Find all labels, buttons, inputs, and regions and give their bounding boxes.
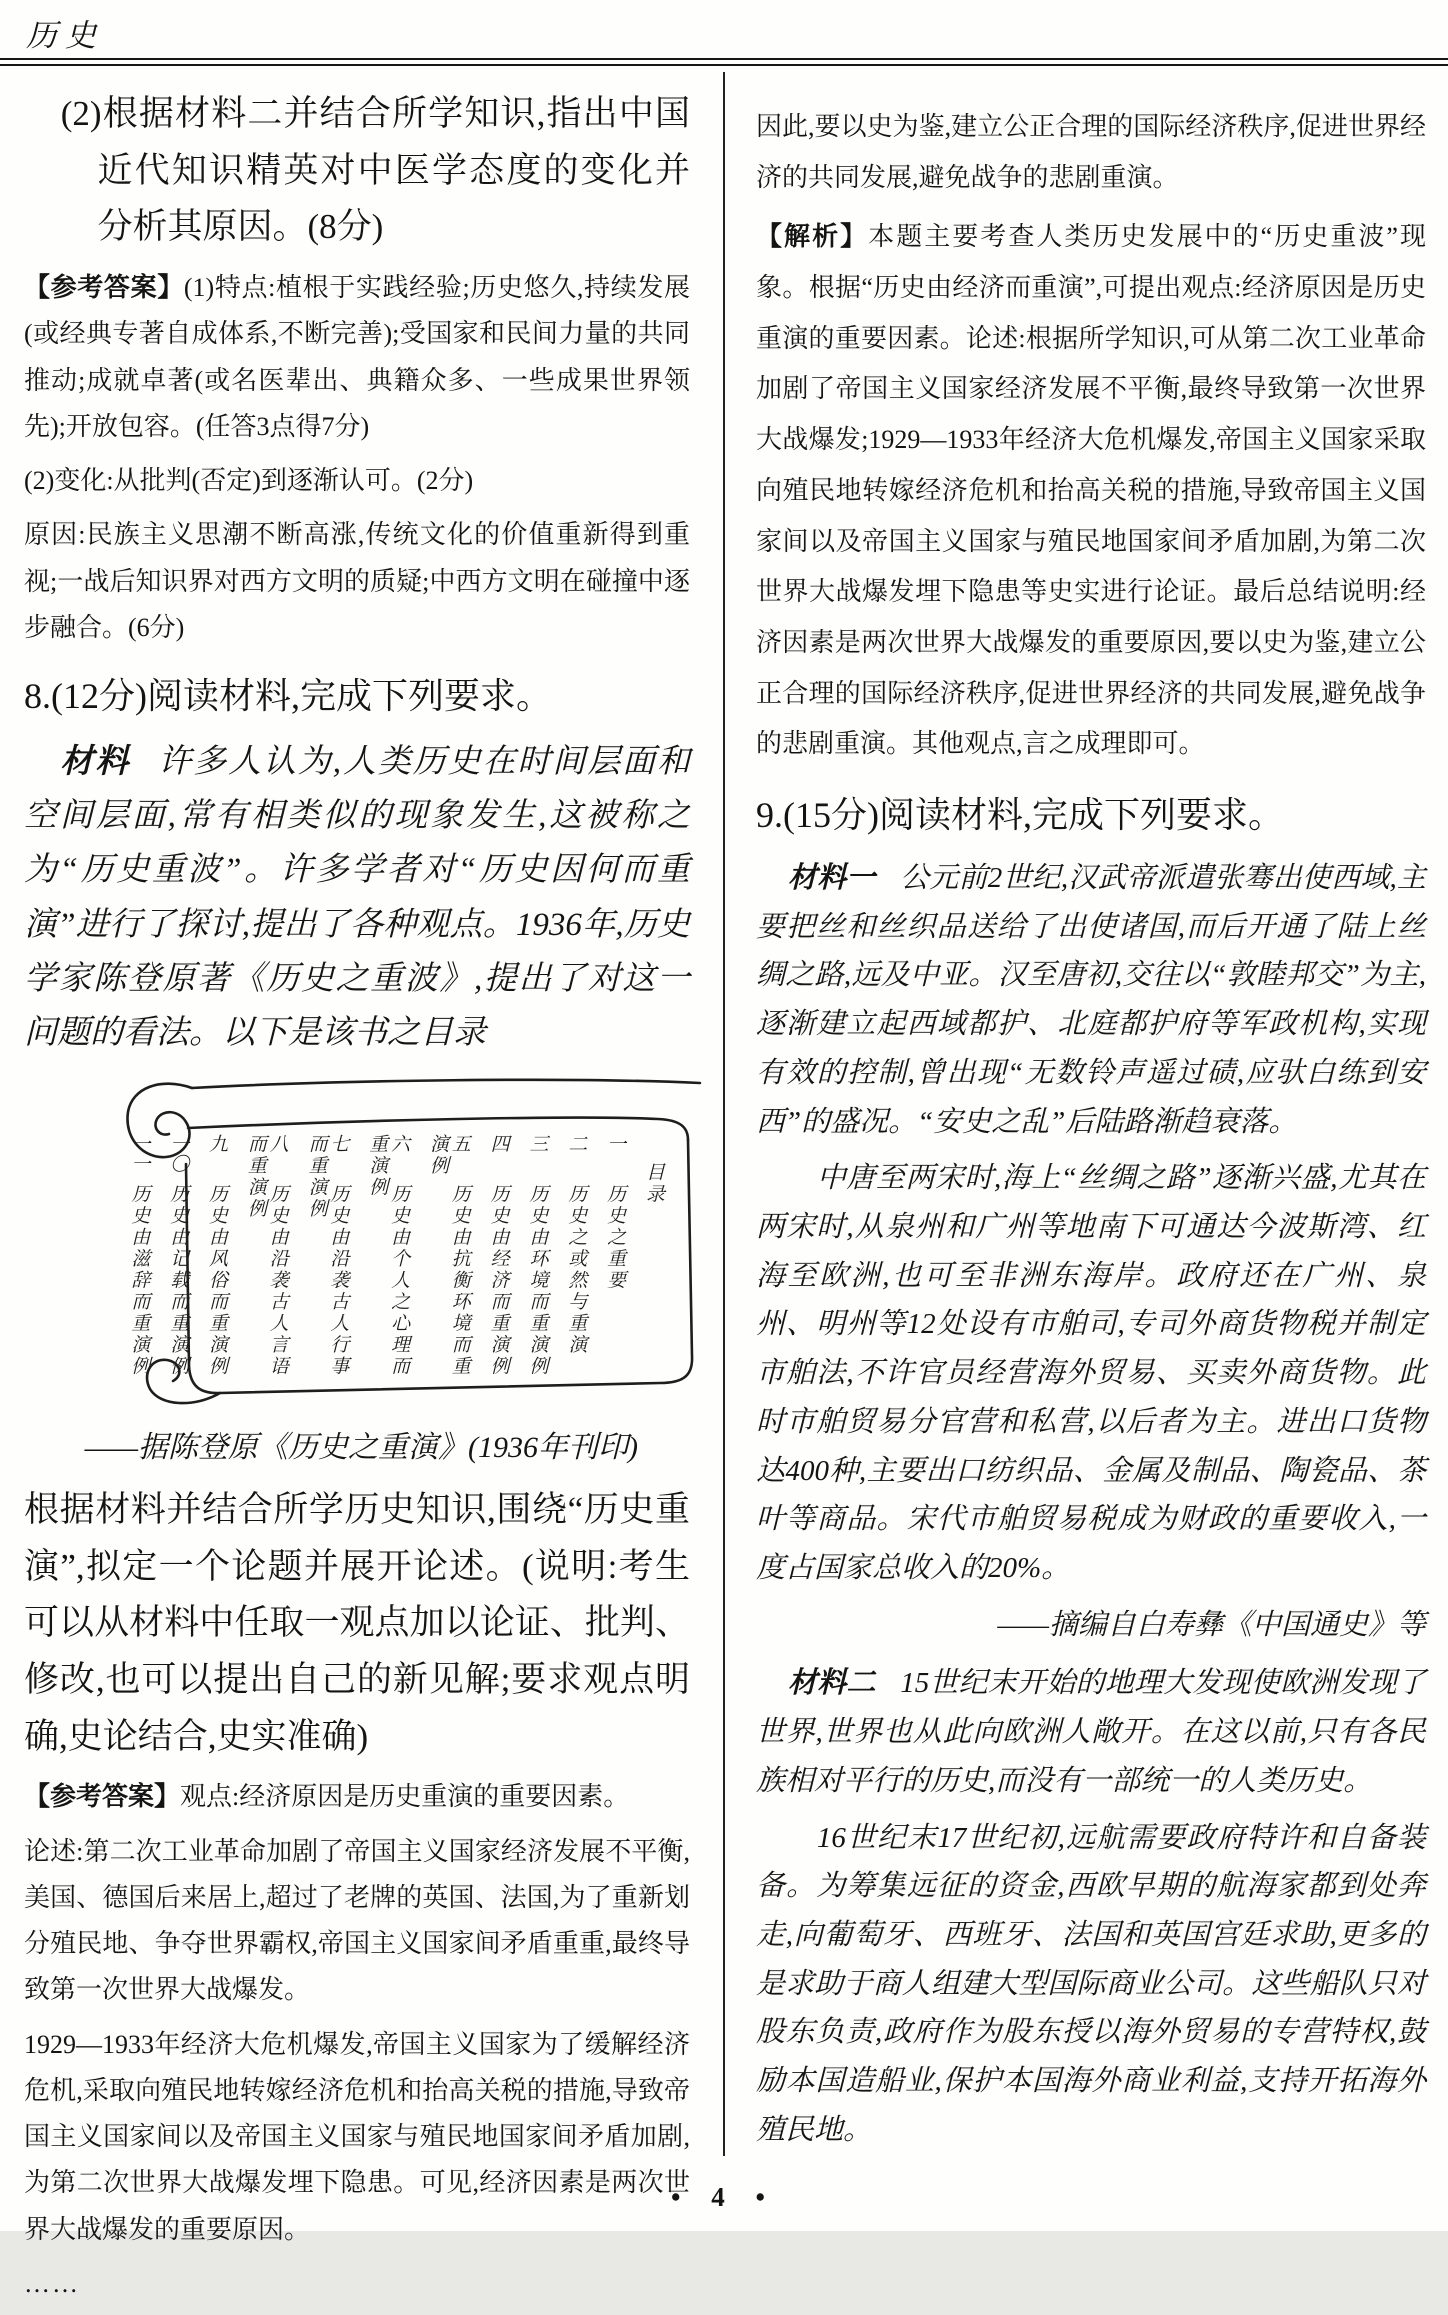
- material-2-paragraph-1: 15世纪末开始的地理大发现使欧洲发现了世界,世界也从此向欧洲人敞开。在这以前,只有各民族相对平行的历史,而没有一部统一的人类历史。: [756, 1667, 1426, 1797]
- toc-item: 九历史由风俗而重演例: [206, 1133, 228, 1378]
- material-1-paragraph-2: 中唐至两宋时,海上“丝绸之路”逐渐兴盛,尤其在两宋时,从泉州和广州等地南下可通达今波斯湾、红海至欧洲,也可至非洲东海岸。政府还在广州、泉州、明州等12处设有市舶司,专司外商货物税并制定市舶法,不许官员经营海外贸易、买卖外商货物。此时市舶贸易分官营和私营,以后者为主。进出口货物达400种,主要出口纺织品、金属及制品、陶瓷品、茶叶等商品。宋代市舶贸易税成为财政的重要收入,一度占国家总收入的20%。: [756, 1162, 1426, 1584]
- question-2-text: (2)根据材料二并结合所学知识,指出中国近代知识精英对中医学态度的变化并分析其原因。(8分): [60, 94, 690, 247]
- page-number: • 4 •: [671, 2182, 777, 2212]
- column-divider-line: [723, 72, 725, 2156]
- question-9-heading: 9.(15分)阅读材料,完成下列要求。: [756, 794, 1284, 835]
- material-2-paragraph-2: 16世纪末17世纪初,远航需要政府特许和自备装备。为筹集远征的资金,西欧早期的航海家都到处奔走,向葡萄牙、西班牙、法国和英国宫廷求助,更多的是求助于商人组建大型国际商业公司。这些船队只对股东负责,政府作为股东授以海外贸易的专营特权,鼓励本国造船业,保护本国海外商业利益,支持开拓海外殖民地。: [756, 1821, 1426, 2146]
- material-1-paragraph-1: 公元前2世纪,汉武帝派遣张骞出使西域,主要把丝和丝织品送给了出使诸国,而后开通了陆上丝绸之路,远及中亚。汉至唐初,交往以“敦睦邦交”为主,逐渐建立起西域都护、北庭都护府等军政机构,实现有效的控制,曾出现“无数铃声遥过碛,应驮白练到安西”的盛况。“安史之乱”后陆路渐趋衰落。: [756, 861, 1426, 1138]
- scroll-source-caption: ——据陈登原《历史之重演》(1936年刊印): [84, 1430, 638, 1464]
- page-subject-title: 历史: [26, 18, 104, 53]
- toc-title: 目录: [643, 1161, 664, 1206]
- answer-8-argument1: 论述:第二次工业革命加剧了帝国主义国家经济发展不平衡,美国、德国后来居上,超过了老牌的英国、法国,为了重新划分殖民地、争夺世界霸权,帝国主义国家间矛盾重重,最终导致第一次世界大战爆发。: [24, 1836, 690, 2005]
- answer-7-part2: (2)变化:从批判(否定)到逐渐认可。(2分): [24, 466, 474, 496]
- question-8-heading: 8.(12分)阅读材料,完成下列要求。: [24, 676, 552, 717]
- answer-8-continuation: 因此,要以史为鉴,建立公正合理的国际经济秩序,促进世界经济的共同发展,避免战争的悲剧重演。: [756, 112, 1426, 192]
- analysis-8: [756, 211, 1426, 770]
- scroll-table-of-contents: [111, 1134, 665, 1396]
- analysis-8-text: 本题主要考查人类历史发展中的“历史重波”现象。根据“历史由经济而重演”,可提出观点:经济原因是历史重演的重要因素。论述:根据所学知识,可从第二次工业革命加剧了帝国主义国家经济发展不平衡,最终导致第一次世界大战爆发;1929—1933年经济大危机爆发,帝国主义国家采取向殖民地转嫁经济危机和抬高关税的措施,导致帝国主义国家间以及帝国主义国家与殖民地国家间矛盾加剧,为第二次世界大战爆发埋下隐患等史实进行论证。最后总结说明:经济因素是两次世界大战爆发的重要原因,要以史为鉴,建立公正合理的国际经济秩序,促进世界经济的共同发展,避免战争的悲剧重演。其他观点,言之成理即可。: [756, 222, 1426, 759]
- reference-answer-7: [24, 264, 690, 450]
- left-column: [24, 86, 690, 2315]
- answer-8-ellipsis: ……: [24, 2268, 80, 2298]
- toc-item: 一历史之重要: [604, 1133, 626, 1292]
- question-9-material-1: [756, 854, 1426, 1146]
- question-8-task: 根据材料并结合所学历史知识,围绕“历史重演”,拟定一个论题并展开论述。(说明:考生可以从材料中任取一观点加以论证、批判、修改,也可以提出自己的新见解;要求观点明确,史论结合,史实准确): [24, 1489, 690, 1756]
- material-2-label: 材料二: [787, 1667, 876, 1700]
- toc-item: 二历史之或然与重演: [565, 1133, 587, 1356]
- material-8-text: 许多人认为,人类历史在时间层面和空间层面,常有相类似的现象发生,这被称之为“历史重波”。许多学者对“历史因何而重演”进行了探讨,提出了各种观点。1936年,历史学家陈登原著《历史之重波》,提出了对这一问题的看法。以下是该书之目录: [24, 744, 690, 1051]
- reference-answer-label: 【参考答案】: [24, 1781, 181, 1812]
- toc-item: 七历史由沿袭古人行事而重演例: [305, 1133, 349, 1378]
- material-label: 材料: [60, 744, 131, 781]
- toc-item: 八历史由沿袭古人言语而重演例: [244, 1133, 288, 1378]
- answer-8-argument2: 1929—1933年经济大危机爆发,帝国主义国家为了缓解经济危机,采取向殖民地转嫁经济危机和抬高关税的措施,导致帝国主义国家间以及帝国主义国家与殖民地国家间矛盾加剧,为第二次世界大战爆发埋下隐患。可见,经济因素是两次世界大战爆发的重要原因。: [24, 2029, 690, 2244]
- toc-item: 三历史由环境而重演例: [526, 1133, 548, 1378]
- material-1-source: ——摘编自白寿彝《中国通史》等: [997, 1608, 1426, 1641]
- toc-item: 五历史由抗衡环境而重演例: [426, 1133, 470, 1378]
- material-1-label: 材料一: [787, 861, 876, 894]
- toc-item: 一一历史由滋辞而重演例: [128, 1133, 150, 1378]
- reference-answer-label: 【参考答案】: [24, 272, 184, 303]
- question-9-material-2: [756, 1659, 1426, 1805]
- right-column: [756, 102, 1426, 2163]
- answer-7-part1: (1)特点:植根于实践经验;历史悠久,持续发展(或经典专著自成体系,不断完善);受国家和民间力量的共同推动;成就卓著(或名医辈出、典籍众多、一些成果世界领先);开放包容。(任答3点得7分): [24, 273, 690, 441]
- analysis-label: 【解析】: [756, 221, 869, 252]
- answer-7-part3: 原因:民族主义思潮不断高涨,传统文化的价值重新得到重视;一战后知识界对西方文明的质疑;中西方文明在碰撞中逐步融合。(6分): [24, 520, 690, 642]
- toc-item: 四历史由经济而重演例: [487, 1133, 509, 1378]
- header-double-rule: [0, 58, 1448, 66]
- toc-title-column: [642, 1134, 664, 1396]
- question-8-material: [24, 735, 690, 1060]
- toc-item: 一〇历史由记载而重演例: [167, 1133, 189, 1378]
- toc-item: 六历史由个人之心理而重演例: [366, 1133, 410, 1378]
- scroll-illustration: [100, 1070, 704, 1418]
- reference-answer-8: [24, 1773, 690, 1820]
- answer-8-viewpoint: 观点:经济原因是历史重演的重要因素。: [180, 1782, 630, 1812]
